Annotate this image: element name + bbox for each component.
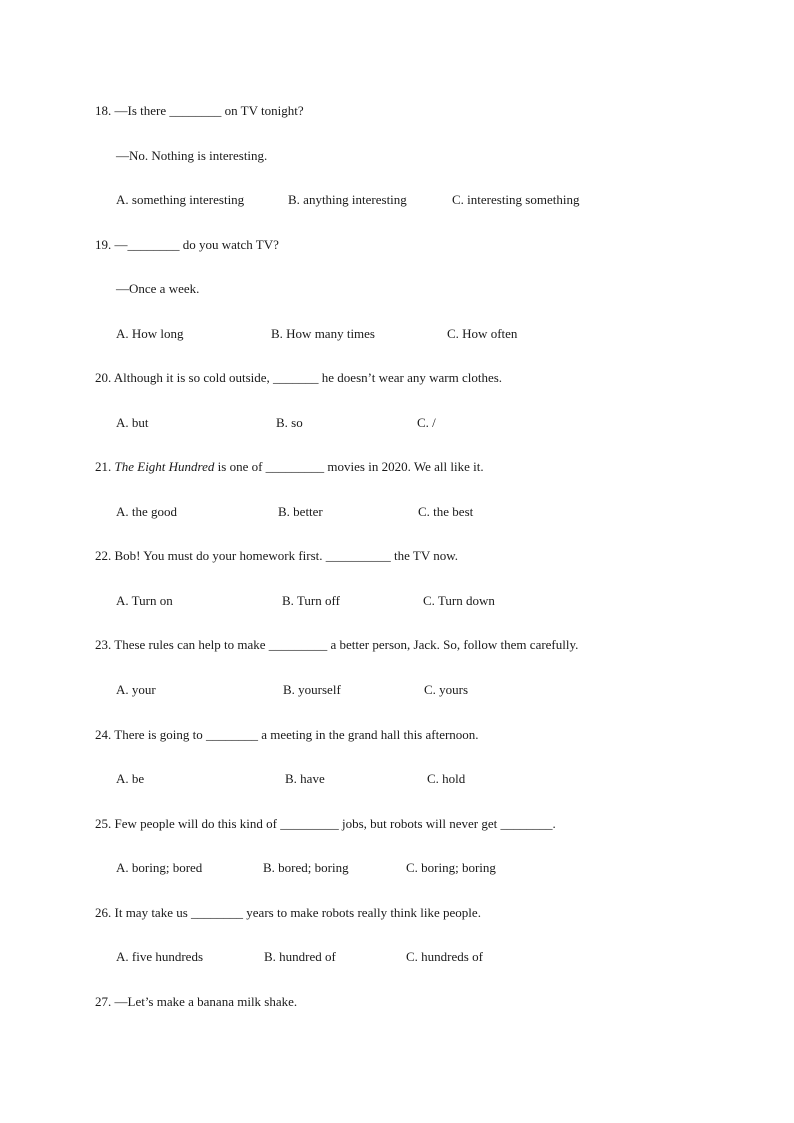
question-20-option-a: A. but xyxy=(116,415,149,430)
question-23-stem: 23. These rules can help to make _________ a better person, Jack. So, follow them carefully. xyxy=(95,637,579,652)
question-23-option-b: B. yourself xyxy=(283,682,341,697)
question-24-option-a: A. be xyxy=(116,771,145,786)
question-23-option-a: A. your xyxy=(116,682,156,697)
question-21-stem-rest: is one of _________ movies in 2020. We all like it. xyxy=(214,459,484,474)
question-26-option-b: B. hundred of xyxy=(264,949,336,964)
question-21-option-b: B. better xyxy=(278,504,323,519)
question-18-stem: 18. —Is there ________ on TV tonight? xyxy=(95,103,304,118)
question-21-movie-title: The Eight Hundred xyxy=(114,459,215,474)
question-19-option-a: A. How long xyxy=(116,326,184,341)
question-25-stem: 25. Few people will do this kind of _________ jobs, but robots will never get ________. xyxy=(95,816,556,831)
question-24-option-b: B. have xyxy=(285,771,325,786)
question-22-stem: 22. Bob! You must do your homework first. __________ the TV now. xyxy=(95,548,459,563)
question-22-option-c: C. Turn down xyxy=(423,593,495,608)
question-19-option-b: B. How many times xyxy=(271,326,375,341)
question-18-option-b: B. anything interesting xyxy=(288,192,407,207)
question-21-option-c: C. the best xyxy=(418,504,474,519)
question-18-option-a: A. something interesting xyxy=(116,192,245,207)
question-26-option-c: C. hundreds of xyxy=(406,949,483,964)
question-19-reply: —Once a week. xyxy=(116,281,200,296)
question-25-option-a: A. boring; bored xyxy=(116,860,203,875)
question-21-stem xyxy=(95,459,484,475)
question-22-option-b: B. Turn off xyxy=(282,593,340,608)
question-19-stem: 19. —________ do you watch TV? xyxy=(95,237,279,252)
question-27-stem: 27. —Let’s make a banana milk shake. xyxy=(95,994,298,1009)
question-20-option-c: C. / xyxy=(417,415,436,430)
question-20-stem: 20. Although it is so cold outside, _______ he doesn’t wear any warm clothes. xyxy=(95,370,503,385)
question-26-stem: 26. It may take us ________ years to make robots really think like people. xyxy=(95,905,481,920)
question-21-number: 21. xyxy=(95,459,115,474)
question-18-reply: —No. Nothing is interesting. xyxy=(116,148,268,163)
question-24-option-c: C. hold xyxy=(427,771,466,786)
question-24-stem: 24. There is going to ________ a meeting in the grand hall this afternoon. xyxy=(95,727,479,742)
question-21-option-a: A. the good xyxy=(116,504,178,519)
question-25-option-b: B. bored; boring xyxy=(263,860,349,875)
question-23-option-c: C. yours xyxy=(424,682,469,697)
question-26-option-a: A. five hundreds xyxy=(116,949,204,964)
question-20-option-b: B. so xyxy=(276,415,303,430)
question-19-option-c: C. How often xyxy=(447,326,518,341)
question-25-option-c: C. boring; boring xyxy=(406,860,496,875)
question-22-option-a: A. Turn on xyxy=(116,593,173,608)
question-18-option-c: C. interesting something xyxy=(452,192,580,207)
